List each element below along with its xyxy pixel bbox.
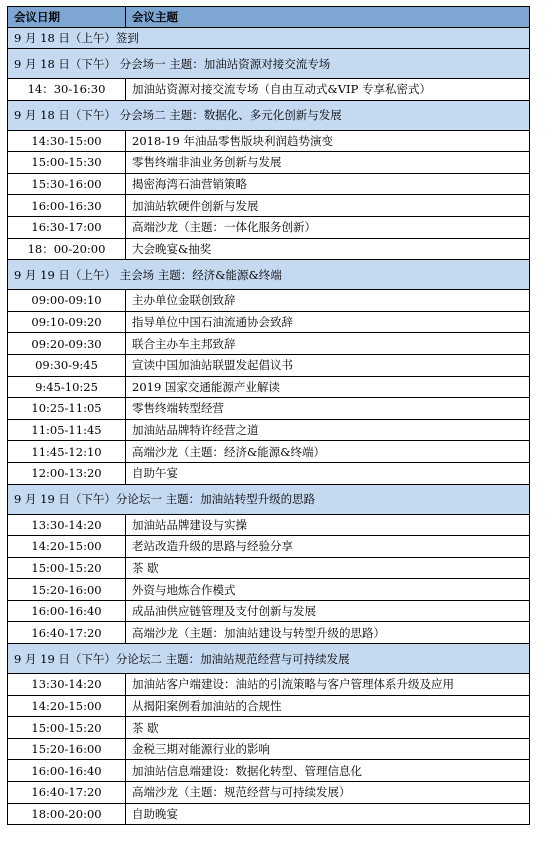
session-time: 16:00-16:30: [8, 195, 126, 217]
table-row: [8, 782, 530, 804]
session-time: 15:00-15:20: [8, 557, 126, 579]
session-time: 11:05-11:45: [8, 419, 126, 441]
session-topic: 2019 国家交通能源产业解读: [126, 376, 530, 398]
session-time: 15:30-16:00: [8, 173, 126, 195]
table-row: [8, 803, 530, 825]
session-topic: 成品油供应链管理及支付创新与发展: [126, 600, 530, 622]
session-time: 11:45-12:10: [8, 441, 126, 463]
session-time: 10:25-11:05: [8, 398, 126, 420]
table-row: [8, 216, 530, 238]
session-time: 16:40-17:20: [8, 622, 126, 644]
table-row: [8, 152, 530, 174]
session-topic: 自助晚宴: [126, 803, 530, 825]
session-topic: 高端沙龙（主题：经济&能源&终端）: [126, 441, 530, 463]
session-topic: 加油站资源对接交流专场（自由互动式&VIP 专享私密式）: [126, 79, 530, 101]
table-row: [8, 333, 530, 355]
session-topic: 2018-19 年油品零售版块利润趋势演变: [126, 130, 530, 152]
table-row: [8, 738, 530, 760]
session-topic: 加油站信息端建设：数据化转型、管理信息化: [126, 760, 530, 782]
agenda-table: [7, 6, 530, 825]
session-topic: 加油站品牌特许经营之道: [126, 419, 530, 441]
session-time: 18:00-20:00: [8, 803, 126, 825]
section-title: 9 月 19 日（下午）分论坛一 主题：加油站转型升级的思路: [8, 484, 530, 514]
session-topic: 茶 歇: [126, 717, 530, 739]
table-row: [8, 579, 530, 601]
section-title: 9 月 18 日（下午） 分会场二 主题：数据化、多元化创新与发展: [8, 100, 530, 130]
section-header-row: [8, 484, 530, 514]
header-topic: 会议主题: [126, 7, 530, 28]
table-row: [8, 462, 530, 484]
section-header-row: [8, 28, 530, 49]
table-row: [8, 290, 530, 312]
session-topic: 从揭阳案例看加油站的合规性: [126, 695, 530, 717]
table-row: [8, 717, 530, 739]
table-row: [8, 398, 530, 420]
session-topic: 指导单位中国石油流通协会致辞: [126, 311, 530, 333]
session-time: 16:00-16:40: [8, 760, 126, 782]
agenda-body: [8, 7, 530, 825]
table-row: [8, 600, 530, 622]
session-topic: 加油站客户端建设：油站的引流策略与客户管理体系升级及应用: [126, 674, 530, 696]
session-time: 16:00-16:40: [8, 600, 126, 622]
session-time: 9:45-10:25: [8, 376, 126, 398]
session-topic: 金税三期对能源行业的影响: [126, 738, 530, 760]
table-header-row: [8, 7, 530, 28]
session-time: 13:30-14:20: [8, 514, 126, 536]
session-time: 09:10-09:20: [8, 311, 126, 333]
session-time: 09:30-9:45: [8, 354, 126, 376]
table-row: [8, 79, 530, 101]
session-time: 15:00-15:20: [8, 717, 126, 739]
table-row: [8, 557, 530, 579]
session-topic: 零售终端转型经营: [126, 398, 530, 420]
session-time: 15:20-16:00: [8, 579, 126, 601]
session-topic: 揭密海湾石油营销策略: [126, 173, 530, 195]
session-topic: 高端沙龙（主题：规范经营与可持续发展）: [126, 782, 530, 804]
session-topic: 外资与地炼合作模式: [126, 579, 530, 601]
session-time: 15:00-15:30: [8, 152, 126, 174]
session-time: 13:30-14:20: [8, 674, 126, 696]
session-topic: 宣读中国加油站联盟发起倡议书: [126, 354, 530, 376]
session-time: 16:30-17:00: [8, 216, 126, 238]
session-time: 14:20-15:00: [8, 536, 126, 558]
table-row: [8, 173, 530, 195]
table-row: [8, 238, 530, 260]
session-topic: 高端沙龙（主题：加油站建设与转型升级的思路）: [126, 622, 530, 644]
section-header-row: [8, 100, 530, 130]
session-time: 14:30-15:00: [8, 130, 126, 152]
table-row: [8, 354, 530, 376]
session-time: 09:00-09:10: [8, 290, 126, 312]
session-time: 15:20-16:00: [8, 738, 126, 760]
table-row: [8, 311, 530, 333]
session-topic: 茶 歇: [126, 557, 530, 579]
session-topic: 加油站品牌建设与实操: [126, 514, 530, 536]
section-title: 9 月 19 日（下午）分论坛二 主题：加油站规范经营与可持续发展: [8, 644, 530, 674]
table-row: [8, 674, 530, 696]
session-topic: 零售终端非油业务创新与发展: [126, 152, 530, 174]
table-row: [8, 760, 530, 782]
session-time: 14：30-16:30: [8, 79, 126, 101]
table-row: [8, 130, 530, 152]
table-row: [8, 441, 530, 463]
section-header-row: [8, 644, 530, 674]
section-header-row: [8, 260, 530, 290]
table-row: [8, 695, 530, 717]
session-topic: 联合主办车主邦致辞: [126, 333, 530, 355]
session-time: 18：00-20:00: [8, 238, 126, 260]
session-topic: 主办单位金联创致辞: [126, 290, 530, 312]
session-topic: 老站改造升级的思路与经验分享: [126, 536, 530, 558]
session-time: 14:20-15:00: [8, 695, 126, 717]
table-row: [8, 419, 530, 441]
table-row: [8, 536, 530, 558]
section-title: 9 月 19 日（上午） 主会场 主题：经济&能源&终端: [8, 260, 530, 290]
session-topic: 加油站软硬件创新与发展: [126, 195, 530, 217]
session-time: 09:20-09:30: [8, 333, 126, 355]
section-title: 9 月 18 日（下午） 分会场一 主题：加油站资源对接交流专场: [8, 49, 530, 79]
table-row: [8, 622, 530, 644]
session-topic: 高端沙龙（主题：一体化服务创新）: [126, 216, 530, 238]
session-time: 16:40-17:20: [8, 782, 126, 804]
table-row: [8, 514, 530, 536]
table-row: [8, 195, 530, 217]
table-row: [8, 376, 530, 398]
session-time: 12:00-13:20: [8, 462, 126, 484]
header-date: 会议日期: [8, 7, 126, 28]
session-topic: 自助午宴: [126, 462, 530, 484]
section-header-row: [8, 49, 530, 79]
section-title: 9 月 18 日（上午）签到: [8, 28, 530, 49]
session-topic: 大会晚宴&抽奖: [126, 238, 530, 260]
